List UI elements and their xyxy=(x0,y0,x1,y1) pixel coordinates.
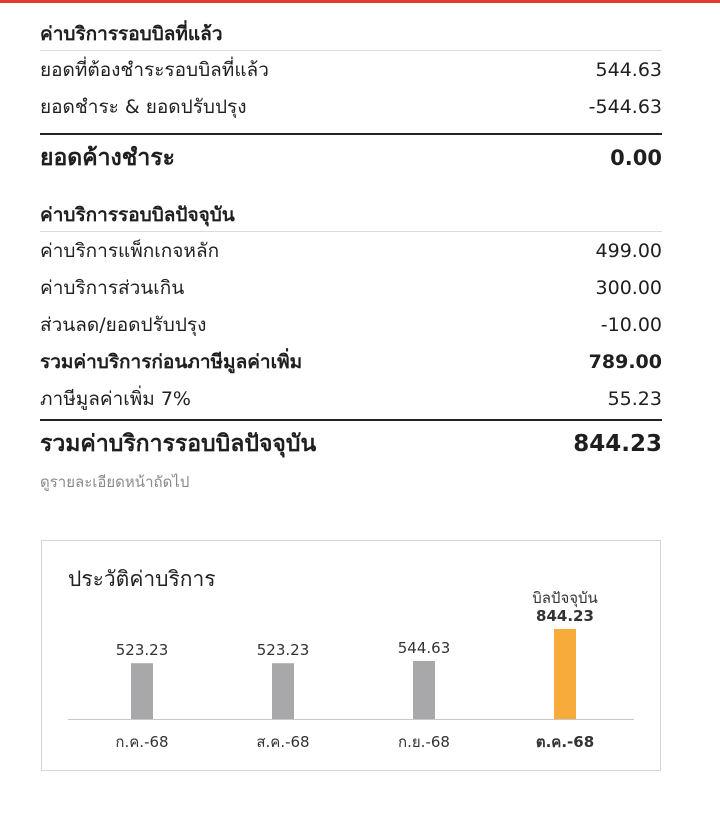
row-value: 499.00 xyxy=(595,239,662,262)
package-fee-row xyxy=(40,232,662,269)
bar-value-label: 523.23 xyxy=(115,641,169,660)
vat-value: 55.23 xyxy=(607,387,662,410)
top-accent-line xyxy=(0,0,720,3)
current-bill-caption: บิลปัจจุบัน xyxy=(532,589,598,607)
history-bar-chart xyxy=(42,541,660,770)
outstanding-label: ยอดค้างชำระ xyxy=(40,145,175,171)
bar-value-label: 844.23 xyxy=(536,607,594,625)
outstanding-row xyxy=(40,133,662,181)
bar-value-label: 523.23 xyxy=(256,641,310,660)
current-bill-title: ค่าบริการรอบบิลปัจจุบัน xyxy=(40,199,662,232)
vat-label: ภาษีมูลค่าเพิ่ม 7% xyxy=(40,387,191,410)
current-total-row xyxy=(40,419,662,467)
row-label: ยอดชำระ & ยอดปรับปรุง xyxy=(40,95,247,118)
row-label: ค่าบริการแพ็กเกจหลัก xyxy=(40,239,220,262)
row-value: -544.63 xyxy=(588,95,662,118)
bar-0 xyxy=(131,663,153,719)
bill-summary xyxy=(40,18,662,493)
subtotal-label: รวมค่าบริการก่อนภาษีมูลค่าเพิ่ม xyxy=(40,350,303,373)
row-label: ส่วนลด/ยอดปรับปรุง xyxy=(40,313,207,336)
payment-adjust-row xyxy=(40,88,662,125)
overage-fee-row xyxy=(40,269,662,306)
row-value: -10.00 xyxy=(600,313,662,336)
month-tick-label: ส.ค.-68 xyxy=(256,733,310,751)
row-label: ค่าบริการส่วนเกิน xyxy=(40,276,185,299)
bar-2 xyxy=(413,661,435,719)
subtotal-row xyxy=(40,343,662,380)
subtotal-value: 789.00 xyxy=(588,350,662,373)
outstanding-value: 0.00 xyxy=(610,146,662,170)
month-tick-label: ก.ย.-68 xyxy=(398,733,450,751)
bar-value-label: 544.63 xyxy=(397,638,451,657)
billing-history-card xyxy=(41,540,661,771)
details-next-page-link[interactable]: ดูรายละเอียดหน้าถัดไป xyxy=(40,473,190,491)
row-value: 544.63 xyxy=(595,58,662,81)
vat-row xyxy=(40,380,662,417)
month-tick-label: ต.ค.-68 xyxy=(535,733,595,751)
current-total-label: รวมค่าบริการรอบบิลปัจจุบัน xyxy=(40,431,317,457)
discount-row xyxy=(40,306,662,343)
bar-3 xyxy=(554,629,576,719)
current-total-value: 844.23 xyxy=(573,431,662,457)
row-value: 300.00 xyxy=(595,276,662,299)
previous-due-row xyxy=(40,51,662,88)
previous-bill-title: ค่าบริการรอบบิลที่แล้ว xyxy=(40,18,662,51)
history-title: ประวัติค่าบริการ xyxy=(68,567,216,591)
bar-1 xyxy=(272,663,294,719)
month-tick-label: ก.ค.-68 xyxy=(115,733,169,751)
row-label: ยอดที่ต้องชำระรอบบิลที่แล้ว xyxy=(40,58,269,81)
